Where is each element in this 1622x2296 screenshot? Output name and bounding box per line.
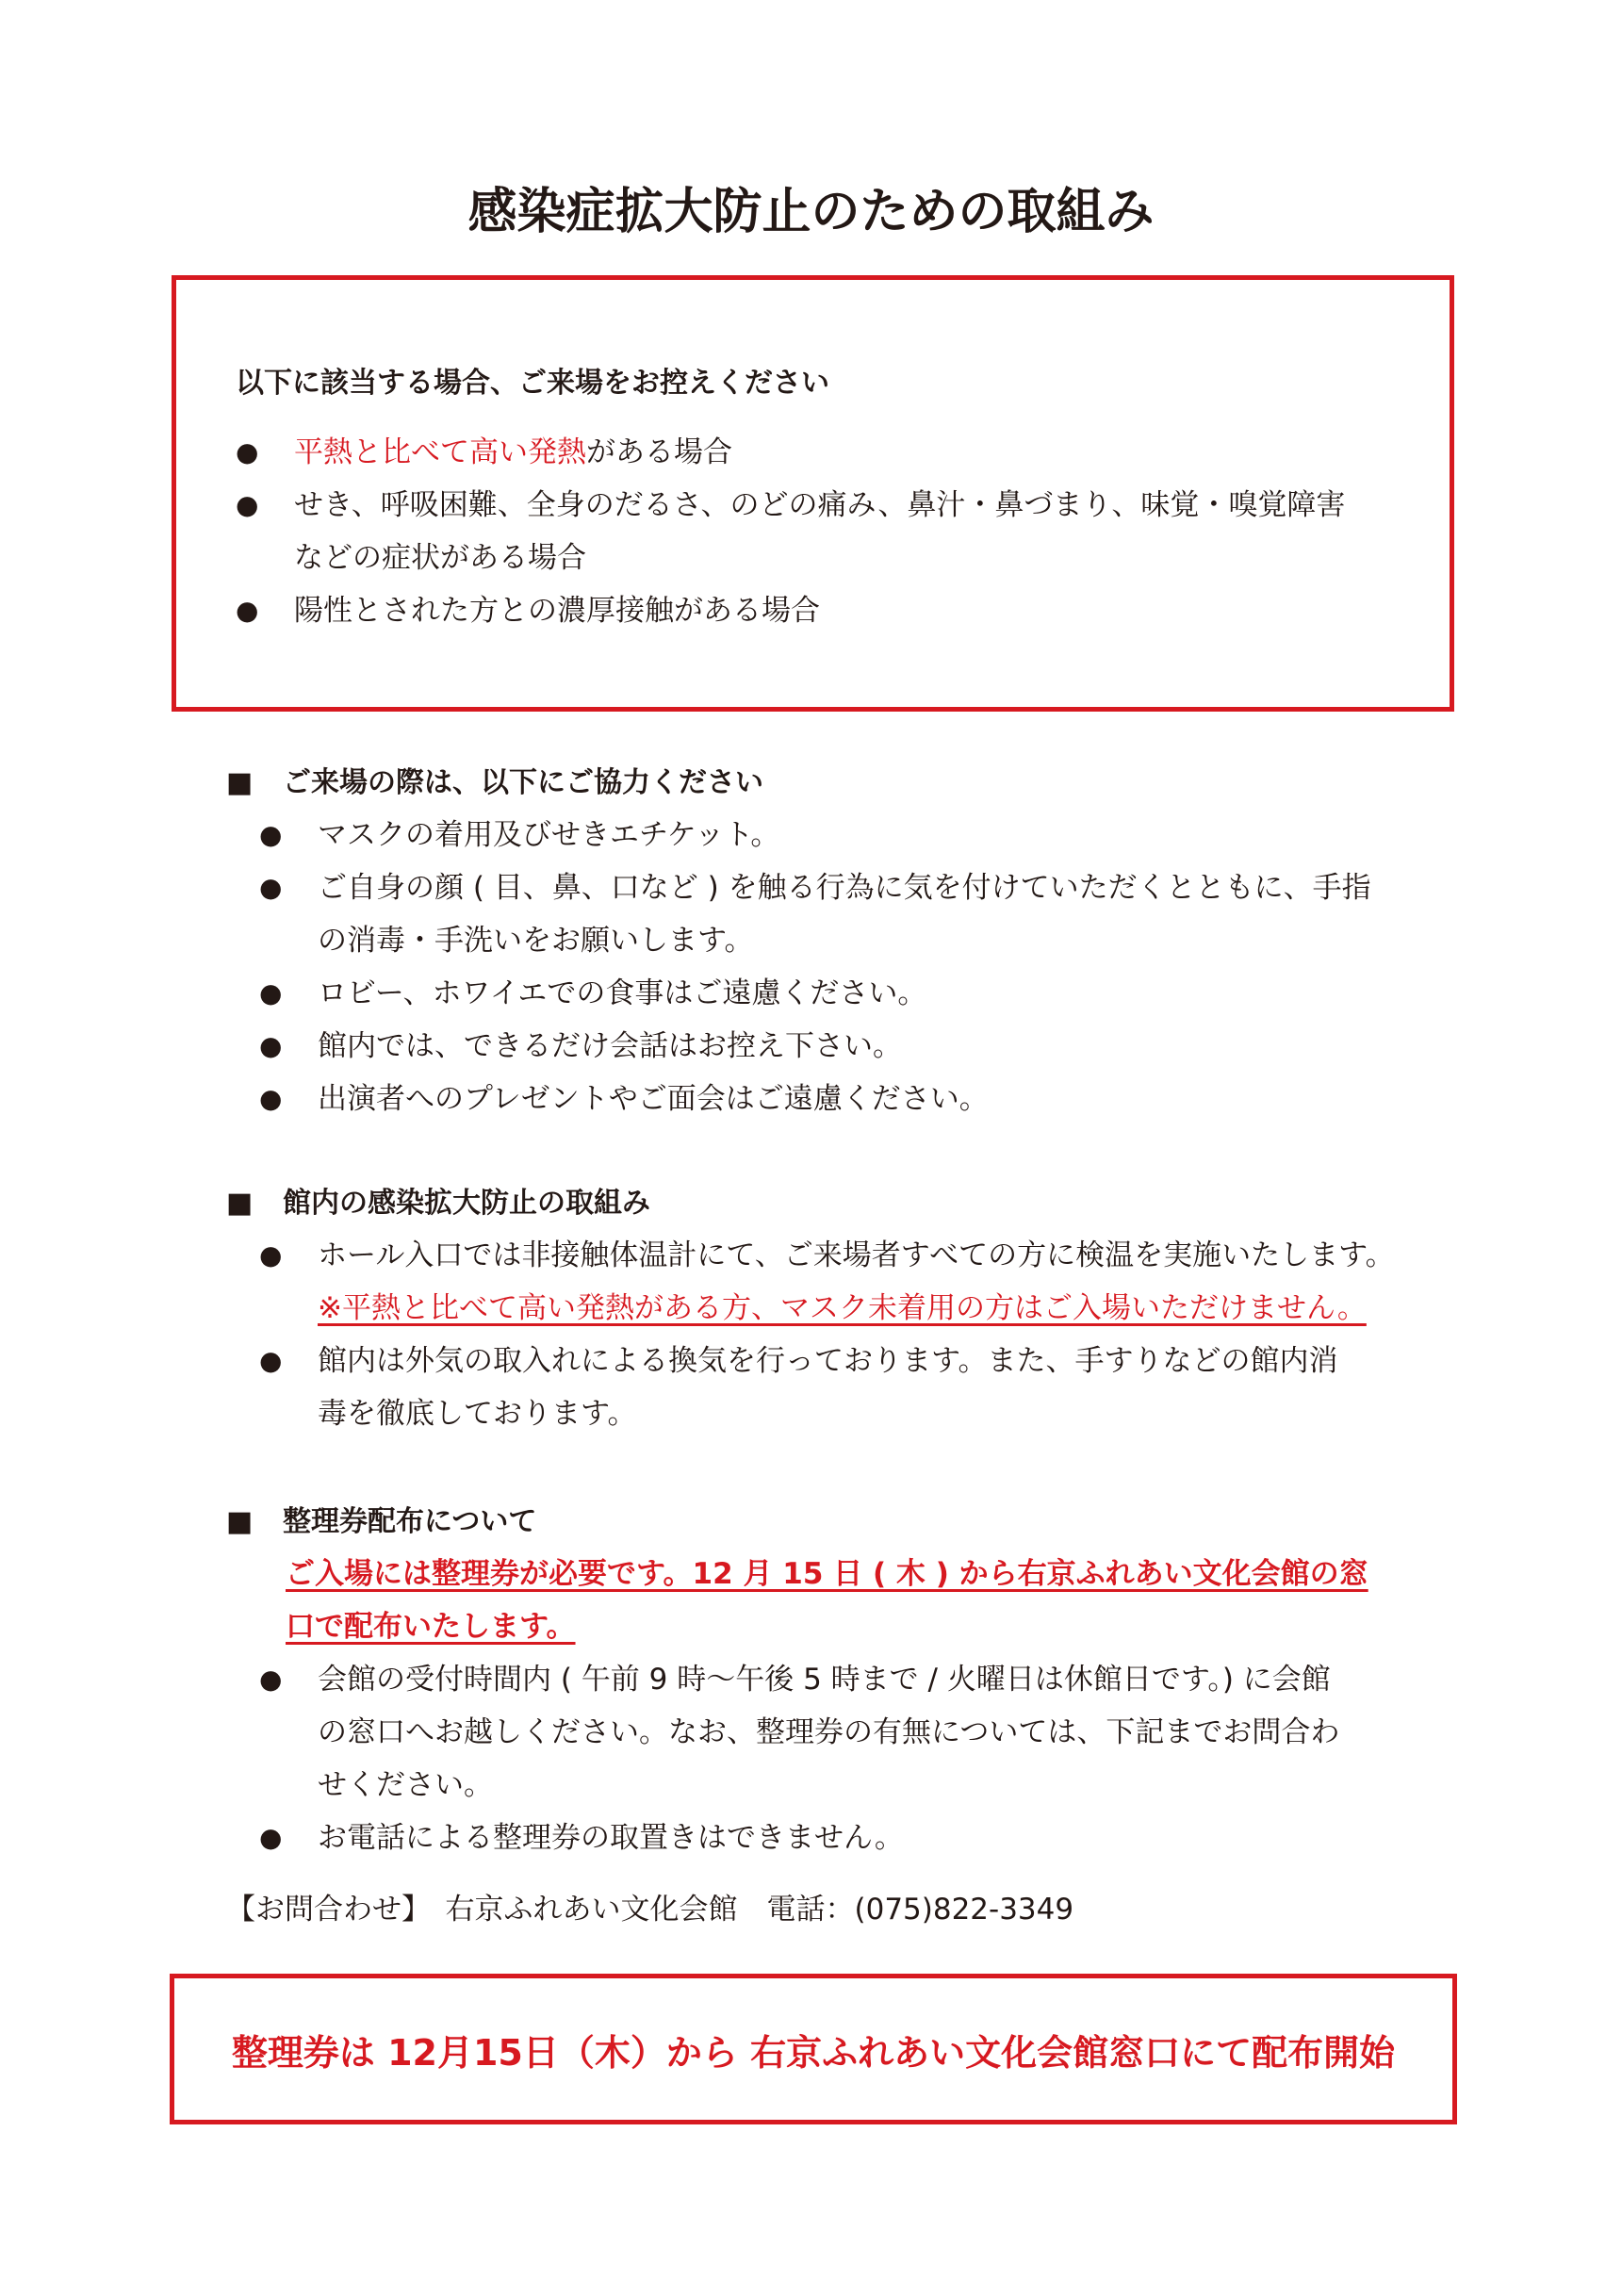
bullet-icon: ● (259, 872, 283, 903)
square-marker-icon: ■ (226, 1505, 254, 1538)
section-heading-cooperation: ■ ご来場の際は、以下にご協力ください (226, 758, 763, 809)
bullet-icon: ● (259, 1239, 283, 1271)
bullet-icon: ● (259, 819, 283, 850)
list-item: ● 出演者へのプレゼントやご面会はご遠慮ください。 (259, 1073, 1428, 1125)
square-marker-icon: ■ (226, 1187, 254, 1220)
page-title: 感染症拡大防止のための取組み (467, 184, 1155, 240)
cooperation-list (259, 809, 1428, 1125)
bullet-icon: ● (236, 489, 259, 520)
banner-text: 整理券は 12月15日（木）から 右京ふれあい文化会館窓口にて配布開始 (231, 2031, 1396, 2074)
entry-refusal-note: ※平熱と比べて高い発熱がある方、マスク未着用の方はご入場いただけません。 (318, 1291, 1367, 1325)
contact-info: 【お問合わせ】 右京ふれあい文化会館 電話：(075)822-3349 (226, 1893, 1074, 1927)
bullet-icon: ● (259, 1083, 283, 1114)
section-heading-tickets: ■ 整理券配布について (226, 1497, 536, 1548)
list-item: ● ロビー、ホワイエでの食事はご遠慮ください。 (259, 967, 1428, 1020)
restriction-heading: 以下に該当する場合、ご来場をお控えください (236, 367, 829, 400)
list-item: ● せき、呼吸困難、全身のだるさ、のどの痛み、鼻汁・鼻づまり、味覚・嗅覚障害 などの症状がある場合 (236, 479, 1423, 584)
list-item: ● 陽性とされた方との濃厚接触がある場合 (236, 584, 1423, 637)
fever-highlight: 平熱と比べて高い発熱 (294, 435, 586, 469)
square-marker-icon: ■ (226, 766, 254, 799)
list-item: ● ご自身の顔 ( 目、鼻、口など ) を触る行為に気を付けていただくとともに、手指 の消毒・手洗いをお願いします。 (259, 861, 1428, 967)
bullet-icon: ● (236, 595, 259, 626)
bullet-icon: ● (259, 1822, 283, 1853)
list-item: ● お電話による整理券の取置きはできません。 (259, 1812, 1447, 1864)
list-item: ● 平熱と比べて高い発熱がある場合 (236, 426, 1423, 479)
bullet-icon: ● (236, 436, 259, 467)
distribution-banner (170, 1974, 1457, 2124)
list-item: ● マスクの着用及びせきエチケット。 (259, 809, 1428, 861)
bullet-icon: ● (259, 1345, 283, 1376)
ticket-list (259, 1653, 1447, 1864)
ticket-notice: ご入場には整理券が必要です。12 月 15 日 ( 木 ) から右京ふれあい文化会館の窓 口で配布いたします。 (286, 1557, 1368, 1644)
restriction-list (236, 426, 1423, 637)
bullet-icon: ● (259, 1664, 283, 1695)
prevention-list (259, 1229, 1447, 1440)
list-item: ● 館内は外気の取入れによる換気を行っております。また、手すりなどの館内消 毒を徹底しております。 (259, 1335, 1447, 1440)
bullet-icon: ● (259, 1030, 283, 1061)
list-item: ● 館内では、できるだけ会話はお控え下さい。 (259, 1020, 1428, 1073)
list-item: ● ホール入口では非接触体温計にて、ご来場者すべての方に検温を実施いたします。 ※平熱と比べて高い発熱がある方、マスク未着用の方はご入場いただけません。 (259, 1229, 1447, 1335)
bullet-icon: ● (259, 977, 283, 1009)
section-heading-prevention: ■ 館内の感染拡大防止の取組み (226, 1178, 650, 1229)
list-item: ● 会館の受付時間内 ( 午前 9 時～午後 5 時まで / 火曜日は休館日です。) に会館 の窓口へお越しください。なお、整理券の有無については、下記までお問合わ せください。 (259, 1653, 1447, 1812)
